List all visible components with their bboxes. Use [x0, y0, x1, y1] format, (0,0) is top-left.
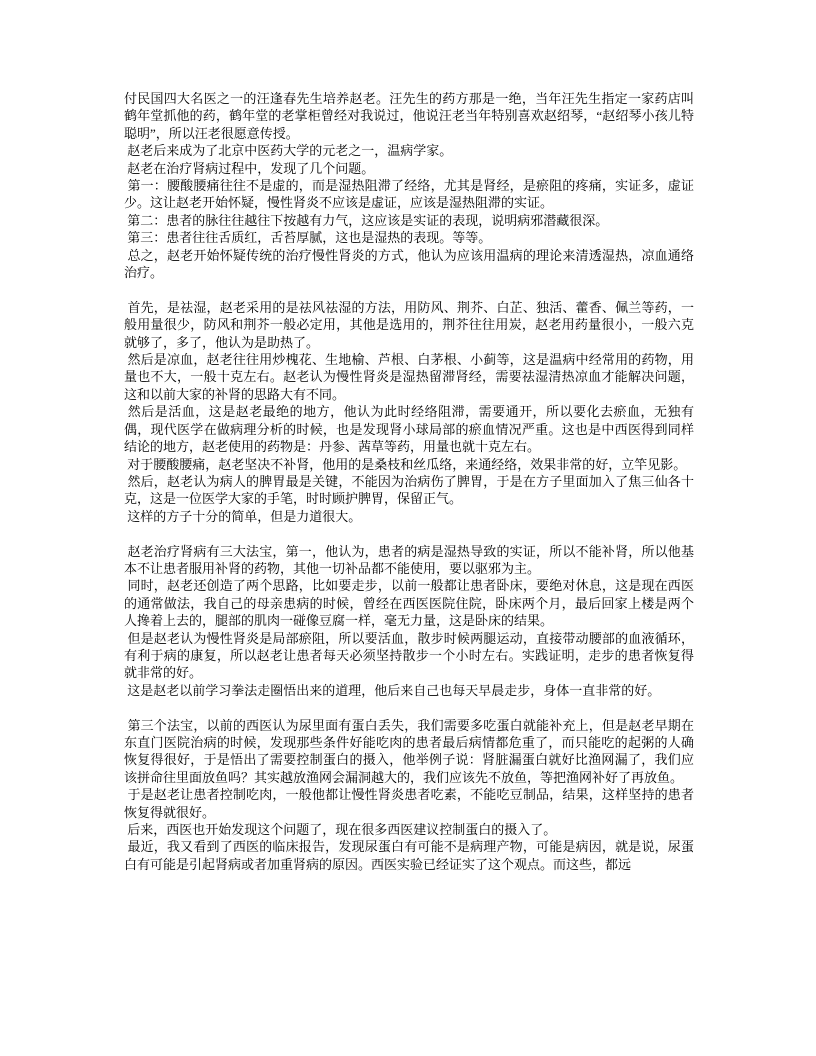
paragraph: 第三个法宝，以前的西医认为尿里面有蛋白丢失，我们需要多吃蛋白就能补充上，但是赵老早期在东直门医院治病的时候，发现那些条件好能吃肉的患者最后病情都危重了，而只能吃的起粥的人确恢复得很好，于是悟出了需要控制蛋白的摄入，他举例子说：肾脏漏蛋白就好比渔网漏了，我们应该拼命往里面放鱼吗？其实越放渔网会漏洞越大的，我们应该先不放鱼，等把渔网补好了再放鱼。 [124, 717, 694, 785]
paragraph: 赵老后来成为了北京中医药大学的元老之一，温病学家。 [124, 143, 453, 159]
paragraph: 首先，是祛湿，赵老采用的是祛风祛湿的方法，用防风、荆芥、白芷、独活、藿香、佩兰等药，一般用量很少，防风和荆芥一般必定用，其他是选用的，荆芥往往用炭，赵老用药量很小，一般六克就够了，多了，他认为是助热了。 [124, 299, 694, 350]
paragraph-blank [124, 699, 694, 716]
paragraph: 第一：腰酸腰痛往往不是虚的，而是湿热阻滞了经络，尤其是肾经，是瘀阻的疼痛，实证多，虚证少。这让赵老开始怀疑，慢性肾炎不应该是虚证，应该是湿热阻滞的实证。 [124, 178, 694, 211]
paragraph: 赵老治疗肾病有三大法宝，第一，他认为，患者的病是湿热导致的实证，所以不能补肾，所以他基本不让患者服用补肾的药物，其他一切补品都不能使用，要以驱邪为主。 [124, 543, 694, 576]
paragraph-blank [124, 281, 694, 298]
paragraph: 然后是凉血，赵老往往用炒槐花、生地榆、芦根、白茅根、小蓟等，这是温病中经常用的药物，用量也不大，一般十克左右。赵老认为慢性肾炎是湿热留滞肾经，需要祛湿清热凉血才能解决问题，这和以前大家的补肾的思路大有不同。 [124, 352, 694, 402]
paragraph: 然后，赵老认为病人的脾胃最是关键，不能因为治病伤了脾胃，于是在方子里面加入了焦三仙各十克，这是一位医学大家的手笔，时时顾护脾胃，保留正气。 [124, 473, 694, 507]
paragraph: 总之，赵老开始怀疑传统的治疗慢性肾炎的方式，他认为应该用温病的理论来清透湿热，凉血通络治疗。 [124, 247, 694, 281]
paragraph: 对于腰酸腰痛，赵老坚决不补肾，他用的是桑枝和丝瓜络，来通经络，效果非常的好，立竿见影。 [124, 456, 687, 472]
paragraph: 同时，赵老还创造了两个思路，比如要走步，以前一般都让患者卧床，要绝对休息，这是现在西医的通常做法，我自己的母亲患病的时候，曾经在西医医院住院，卧床两个月，最后回家上楼是两个人搀着上去的，腿部的肌肉一碰像豆腐一样，毫无力量，这是卧床的结果。 [124, 578, 694, 629]
paragraph: 第二：患者的脉往往越往下按越有力气，这应该是实证的表现，说明病邪潜藏很深。 [124, 212, 609, 228]
paragraph-blank [124, 525, 694, 542]
paragraph: 付民国四大名医之一的汪逢春先生培养赵老。汪先生的药方那是一绝，当年汪先生指定一家药店叫鹤年堂抓他的药，鹤年堂的老掌柜曾经对我说过，他说汪老当年特别喜欢赵绍琴，“赵绍琴小孩儿特聪明”，所以汪老很愿意传授。 [124, 91, 694, 141]
paragraph: 最近，我又看到了西医的临床报告，发现尿蛋白有可能不是病理产物，可能是病因，就是说，尿蛋白有可能是引起肾病或者加重肾病的原因。西医实验已经证实了这个观点。而这些，都远 [124, 839, 694, 872]
paragraph: 后来，西医也开始发现这个问题了，现在很多西医建议控制蛋白的摄入了。 [124, 822, 557, 838]
paragraph: 赵老在治疗肾病过程中，发现了几个问题。 [124, 160, 375, 176]
paragraph: 但是赵老认为慢性肾炎是局部瘀阻，所以要活血，散步时候两腿运动，直接带动腰部的血液循环，有利于病的康复，所以赵老让患者每天必须坚持散步一个小时左右。实践证明，走步的患者恢复得就非常的好。 [124, 630, 694, 681]
paragraph: 于是赵老让患者控制吃肉，一般他都让慢性肾炎患者吃素，不能吃豆制品，结果，这样坚持的患者恢复得就很好。 [124, 787, 694, 820]
paragraph: 然后是活血，这是赵老最绝的地方，他认为此时经络阻滞，需要通开，所以要化去瘀血，无独有偶，现代医学在做病理分析的时候，也是发现肾小球局部的瘀血情况严重。这也是中西医得到同样结论的地方，赵老使用的药物是：丹参、茜草等药，用量也就十克左右。 [124, 404, 694, 455]
paragraph: 这样的方子十分的简单，但是力道很大。 [124, 508, 362, 524]
document-content [124, 90, 694, 873]
paragraph: 这是赵老以前学习拳法走圈悟出来的道理，他后来自己也每天早晨走步，身体一直非常的好。 [124, 682, 661, 698]
paragraph: 第三：患者往往舌质红，舌苔厚腻，这也是湿热的表现。等等。 [124, 230, 492, 246]
